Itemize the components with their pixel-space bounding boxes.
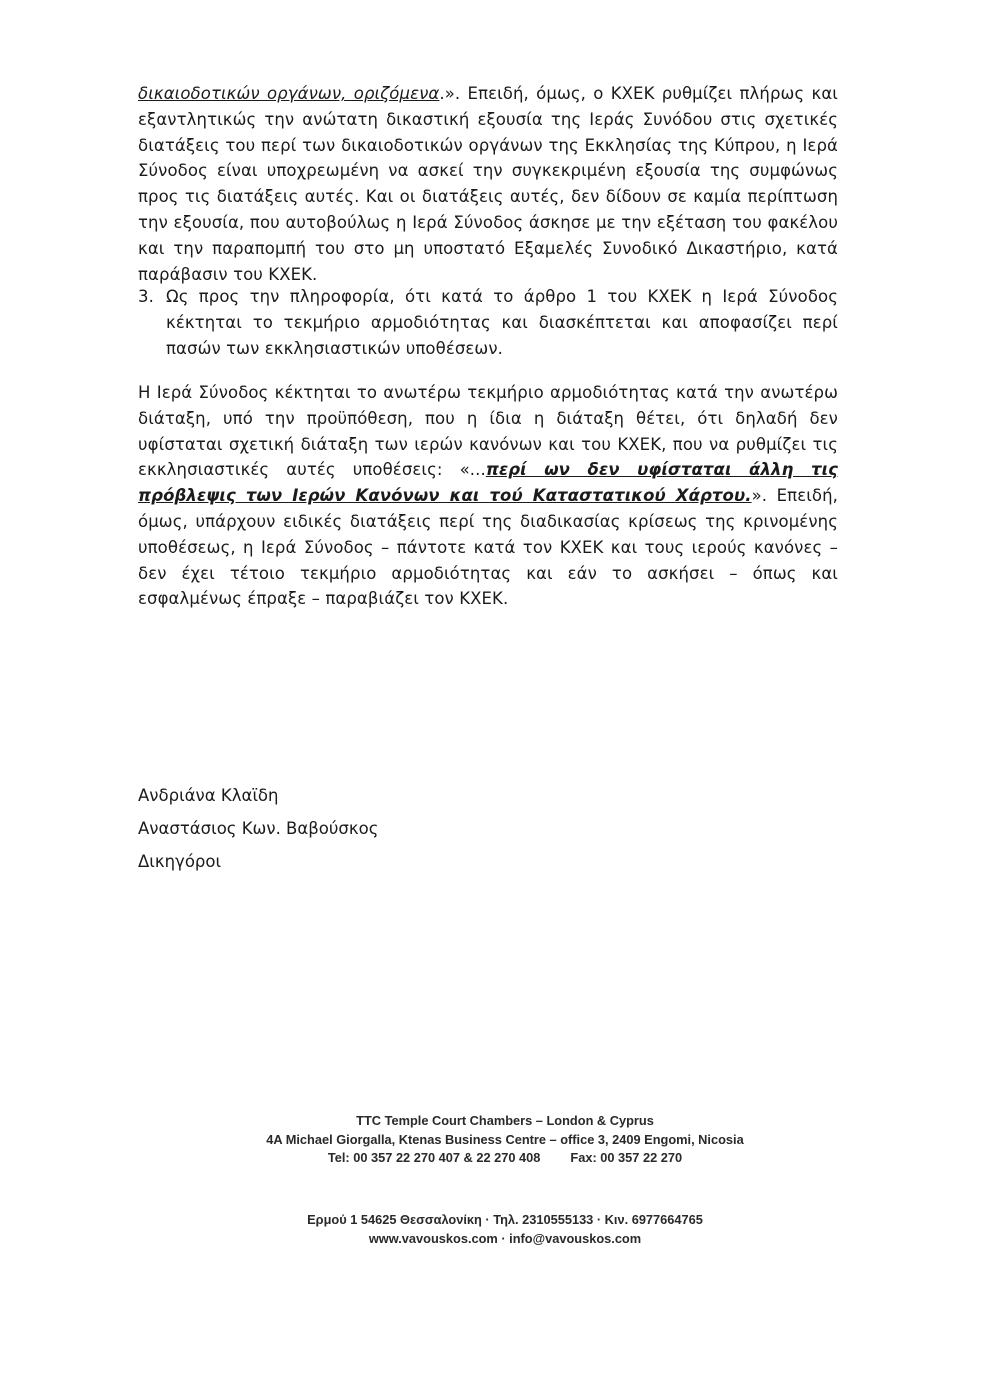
- footer-greek-address: Ερμού 1 54625 Θεσσαλονίκη · Τηλ. 2310555133 · Κιν. 6977664765: [307, 1212, 703, 1227]
- signatory-name-1: Ανδριάνα Κλαϊδη: [138, 786, 279, 805]
- item-3-text: Ως προς την πληροφορία, ότι κατά το άρθρο 1 του ΚΧΕΚ η Ιερά Σύνοδος κέκτηται το τεκμήριο αρμοδιότητας και διασκέπτεται και αποφασίζει περί πασών των εκκλησιαστικών υποθέσεων.: [166, 287, 838, 358]
- footer-firm-name: TTC Temple Court Chambers – London & Cyprus: [356, 1113, 654, 1128]
- quoted-canon-text: περί ων δεν υφίσταται άλλη τις πρόβλεψις των Ιερών Κανόνων και τού Καταστατικού Χάρτου.: [138, 460, 839, 506]
- presumption-text-after: ». Επειδή, όμως, υπάρχουν ειδικές διατάξεις περί της διαδικασίας κρίσεως της κρινομένης υποθέσεως, η Ιερά Σύνοδος – πάντοτε κατά τον ΚΧΕΚ και τους ιερούς κανόνες – δεν έχει τέτοιο τεκμήριο αρμοδιότητας και εάν το ασκήσει – όπως και εσφαλμένως έπραξε – παραβιάζει τον ΚΧΕΚ.: [138, 486, 838, 609]
- letterhead-footer-london-cyprus: [200, 1112, 810, 1168]
- letterhead-footer-thessaloniki: [200, 1211, 810, 1248]
- footer-fax: Fax: 00 357 22 270: [570, 1150, 683, 1165]
- intro-text: .». Επειδή, όμως, ο ΚΧΕΚ ρυθμίζει πλήρως και εξαντλητικώς την ανώτατη δικαστική εξουσία της Ιεράς Συνόδου στις σχετικές διατάξεις του περί των δικαιοδοτικών οργάνων της Εκκλησίας της Κύπρου, η Ιερά Σύνοδος είναι υποχρεωμένη να ασκεί την συγκεκριμένη εξουσία της συμφώνως προς τις διατάξεις αυτές. Και οι διατάξεις αυτές, δεν δίδουν σε καμία περίπτωση την εξουσία, που αυτοβούλως η Ιερά Σύνοδος άσκησε με την εξέταση του φακέλου και την παραπομπή του στο μη υποστατό Εξαμελές Συνοδικό Δικαστήριο, κατά παράβασιν του ΚΧΕΚ.: [138, 84, 838, 284]
- signatory-name-2: Αναστάσιος Κων. Βαβούσκος: [138, 819, 379, 838]
- footer-web-email: www.vavouskos.com · info@vavouskos.com: [368, 1230, 642, 1246]
- presumption-paragraph: [138, 380, 838, 612]
- item-number: 3.: [138, 287, 154, 306]
- presumption-text-before: Η Ιερά Σύνοδος κέκτηται το ανωτέρω τεκμήριο αρμοδιότητας κατά την ανωτέρω διάταξη, υπό την προϋπόθεση, που η ίδια η διάταξη θέτει, ότι δηλαδή δεν υφίσταται σχετική διάταξη των ιερών κανόνων και του ΚΧΕΚ, που να ρυθμίζει τις εκκλησιαστικές αυτές υποθέσεις: «...: [138, 383, 838, 480]
- numbered-item-3: [138, 284, 838, 361]
- footer-tel: Tel: 00 357 22 270 407 & 22 270 408: [327, 1150, 541, 1165]
- cited-phrase: δικαιοδοτικών οργάνων, οριζόμενα: [138, 84, 440, 103]
- footer-phones: [200, 1149, 810, 1168]
- intro-paragraph: [138, 81, 838, 287]
- signatory-role: Δικηγόροι: [138, 852, 222, 871]
- footer-address: 4A Michael Giorgalla, Ktenas Business Centre – office 3, 2409 Engomi, Nicosia: [266, 1131, 744, 1147]
